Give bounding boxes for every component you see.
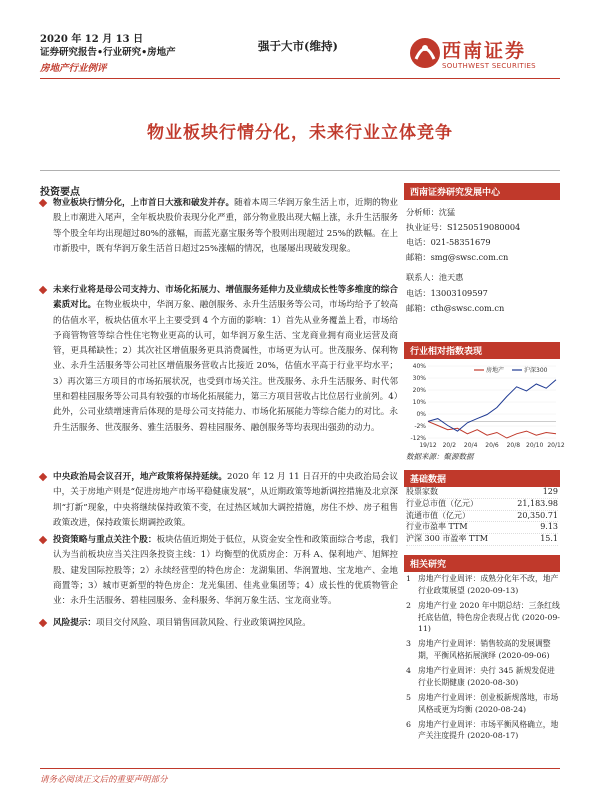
summary-bullet (40, 616, 398, 631)
related-link[interactable]: 房地产行业周评：销售较高的发展调整期，平衡风格拓展演绎 (2020-09-06) (418, 639, 551, 660)
row-value: 15.1 (540, 534, 558, 544)
rating: 强于大市(维持) (258, 39, 338, 53)
related-link[interactable]: 房地产行业周评：成熟分化年不改，地产行业政策展望 (2020-09-13) (418, 574, 559, 595)
footer-disclaimer: 请务必阅读正文后的重要声明部分 (40, 775, 168, 785)
row-value: 129 (542, 487, 558, 496)
title-divider (40, 170, 560, 171)
report-type: 证券研究报告•行业研究•房地产 (40, 47, 176, 58)
x-tick-label: 20/12 (547, 442, 565, 449)
series-line-0 (428, 421, 556, 438)
chart-heading: 行业相对指数表现 (404, 342, 560, 359)
x-tick-label: 20/4 (463, 442, 478, 449)
bullet-icon (39, 619, 47, 627)
related-link[interactable]: 房地产行业 2020 年中期总结：三条红线托底估值，特色房企表现占优 (2020-09-11) (418, 600, 560, 634)
contact-email[interactable]: 邮箱：cth@swsc.com.cn (406, 303, 505, 313)
related-list (406, 573, 560, 745)
relative-index-chart (404, 360, 565, 450)
row-value: 9.13 (540, 522, 558, 532)
bullet-text: 随着本周三华润万象生活上市，近期的物业股上市潮进入尾声，全年板块股价表现分化严重，部分物业股出现大幅上涨，永升生活服务等个股全年均出现超过80%的涨幅，而蓝光嘉宝服务等个股则出现超过 25%的跌幅。在上市新股中，既有华润万象生活首日超过25%涨幅的情况，也屡屡出现破发现象。 (53, 198, 398, 254)
table-row (406, 534, 558, 546)
logo-subtext: SOUTHWEST SECURITIES (442, 62, 536, 70)
logo-text: 西南证券 (442, 40, 527, 62)
header-divider (40, 78, 560, 79)
bullet-lead: 物业板块行情分化，上市首日大涨和破发并存。 (53, 198, 235, 208)
report-title: 物业板块行情分化，未来行业立体竞争 (147, 123, 453, 143)
report-date: 2020 年 12 月 13 日 (40, 34, 144, 45)
report-series: 房地产行业例评 (40, 63, 107, 74)
list-item[interactable]: 6 房地产行业周评：市场平衡风格确立，地产关注度提升 (2020-08-17) (406, 719, 559, 741)
y-tick-label: -2% (414, 423, 426, 430)
x-tick-label: 20/6 (485, 442, 499, 449)
analyst-license: 执业证号：S1250519080004 (406, 222, 521, 232)
analyst-heading: 西南证券研究发展中心 (404, 183, 560, 200)
list-item[interactable]: 5 房地产行业周评：创业板新规落地，市场风格或更为均衡 (2020-08-24) (406, 692, 559, 714)
bullet-icon (39, 286, 47, 294)
basics-heading: 基础数据 (404, 470, 560, 487)
x-tick-label: 20/10 (526, 442, 544, 449)
related-link[interactable]: 房地产行业周评：创业板新规落地，市场风格或更为均衡 (2020-08-24) (418, 692, 559, 714)
bullet-lead: 中央政治局会议召开，地产政策将保持延续。 (53, 472, 228, 482)
bullet-icon (39, 473, 47, 481)
related-link[interactable]: 房地产行业周评：央行 345 新规发促进行业长期健康 (2020-08-30) (418, 666, 555, 687)
row-label: 沪深 300 市盈率 TTM (406, 534, 488, 544)
bullet-lead: 投资策略与重点关注个股： (53, 535, 157, 545)
table-row (406, 522, 558, 534)
y-tick-label: 20% (412, 387, 426, 394)
y-tick-label: 30% (412, 375, 426, 382)
legend-label: 沪深300 (524, 367, 548, 374)
row-label: 股票家数 (406, 487, 438, 496)
list-item[interactable]: 4 房地产行业周评：央行 345 新规发促进行业长期健康 (2020-08-30) (406, 665, 560, 688)
analyst-name: 分析师：沈猛 (406, 207, 456, 217)
footer-divider (40, 768, 560, 769)
summary-heading: 投资要点 (40, 187, 80, 198)
chart-source: 数据来源：聚源数据 (406, 452, 474, 461)
y-tick-label: 0% (416, 411, 426, 418)
basics-table (406, 487, 558, 546)
bullet-lead: 风险提示： (53, 618, 96, 628)
table-row (406, 487, 558, 499)
summary-bullet (40, 196, 398, 257)
bullet-text: 2020 年 12 月 11 日召开的中央政治局会议中，关于房地产则是“促进房地产市场平稳健康发展”，从近期政策等地新调控措施及北京深圳“打新”现象，中央将继续保持政策不变，在过热区域加大调控措施，房住不炒、房子租售政策改进，保持政策长期调控政策。 (53, 472, 398, 528)
series-line-1 (428, 380, 556, 431)
bullet-icon (39, 199, 47, 207)
x-tick-label: 20/2 (442, 442, 457, 449)
contact-phone: 电话：13003109597 (406, 288, 488, 298)
bullet-text: 板块估值近期处于低位，从资金安全性和政策面综合考虑，我们认为当前板块应当关注四条投资主线：1）均衡型的优质房企：万科 A、保利地产、旭辉控股、建发国际控股等；2）永续经营型的特色房企：龙湖集团、华润置地、宝龙地产、金地商置等；3）城市更新型的特色房企：龙光集团、佳兆业集团等；4）成长性的优质物管企业：永升生活服务、碧桂园服务、金科服务、华润万象生活、宝龙商业等。 (53, 535, 398, 607)
analyst-email[interactable]: 邮箱：smg@swsc.com.cn (406, 252, 509, 262)
summary-bullet (40, 533, 398, 609)
bullet-text: 在物业板块中，华润万象、融创服务、永升生活服务等公司，市场均给予了较高的估值水平，板块估值水平上主要受到 4 个方面的影响：1）首先从业务覆盖上看，市场给予商管物管等综合性住宅物业更高的认可，如华润万象生活、宝龙商业拥有商业运营及商管，更具稀缺性；2）其次社区增值服务更具消费属性，市场更为认可。世茂服务、保利物业、永升生活服务等公司社区增值服务营收占比接近 20%，估值水平高于行业平均水平；3）再次第三方项目的市场拓展状况，也受到市场关注。世茂服务、永升生活服务、时代邻里和碧桂园服务等公司具有较强的市场化拓展能力，第三方项目营收占比位居行业前列。4）此外，公司业绩增速背后体现的是母公司支持能力、市场化拓展能力等综合能力的对比。永升生活服务、世茂服务、雅生活服务、碧桂园服务、融创服务等均表现出强劲的动力。 (53, 300, 398, 433)
y-tick-label: 10% (412, 399, 426, 406)
list-item[interactable]: 3 房地产行业周评：销售较高的发展调整期，平衡风格拓展演绎 (2020-09-06) (406, 638, 560, 661)
bullet-text: 项目交付风险、项目销售回款风险、行业政策调控风险。 (95, 618, 311, 628)
summary-bullet (40, 470, 398, 531)
bullet-lead: 未来行业将是母公司支持力、市场化拓展力、增值服务延伸力及业绩成长性等多维度的综合素质对比。 (53, 285, 398, 311)
row-label: 流通市值（亿元） (406, 510, 470, 520)
table-row (406, 499, 558, 511)
row-value: 21,183.98 (517, 498, 558, 508)
summary-bullet (40, 283, 398, 436)
y-tick-label: 40% (412, 363, 426, 370)
legend-label: 房地产 (486, 367, 505, 374)
analyst-phone: 电话：021-58351679 (406, 237, 491, 247)
related-link[interactable]: 房地产行业周评：市场平衡风格确立，地产关注度提升 (2020-08-17) (418, 719, 559, 741)
row-value: 20,350.71 (517, 510, 558, 520)
x-tick-label: 20/8 (506, 442, 521, 449)
list-item[interactable]: 1 房地产行业周评：成熟分化年不改，地产行业政策展望 (2020-09-13) (406, 574, 559, 595)
list-item[interactable]: 2 房地产行业 2020 年中期总结：三条红线托底估值，特色房企表现占优 (2020-09-11) (406, 600, 560, 634)
contact-name: 联系人：池天惠 (406, 272, 464, 282)
bullet-icon (39, 536, 47, 544)
y-tick-label: -12% (410, 435, 426, 442)
x-tick-label: 19/12 (419, 442, 437, 449)
row-label: 行业市盈率 TTM (406, 522, 468, 532)
row-label: 行业总市值（亿元） (406, 498, 478, 508)
table-row (406, 511, 558, 523)
related-heading: 相关研究 (404, 555, 560, 572)
